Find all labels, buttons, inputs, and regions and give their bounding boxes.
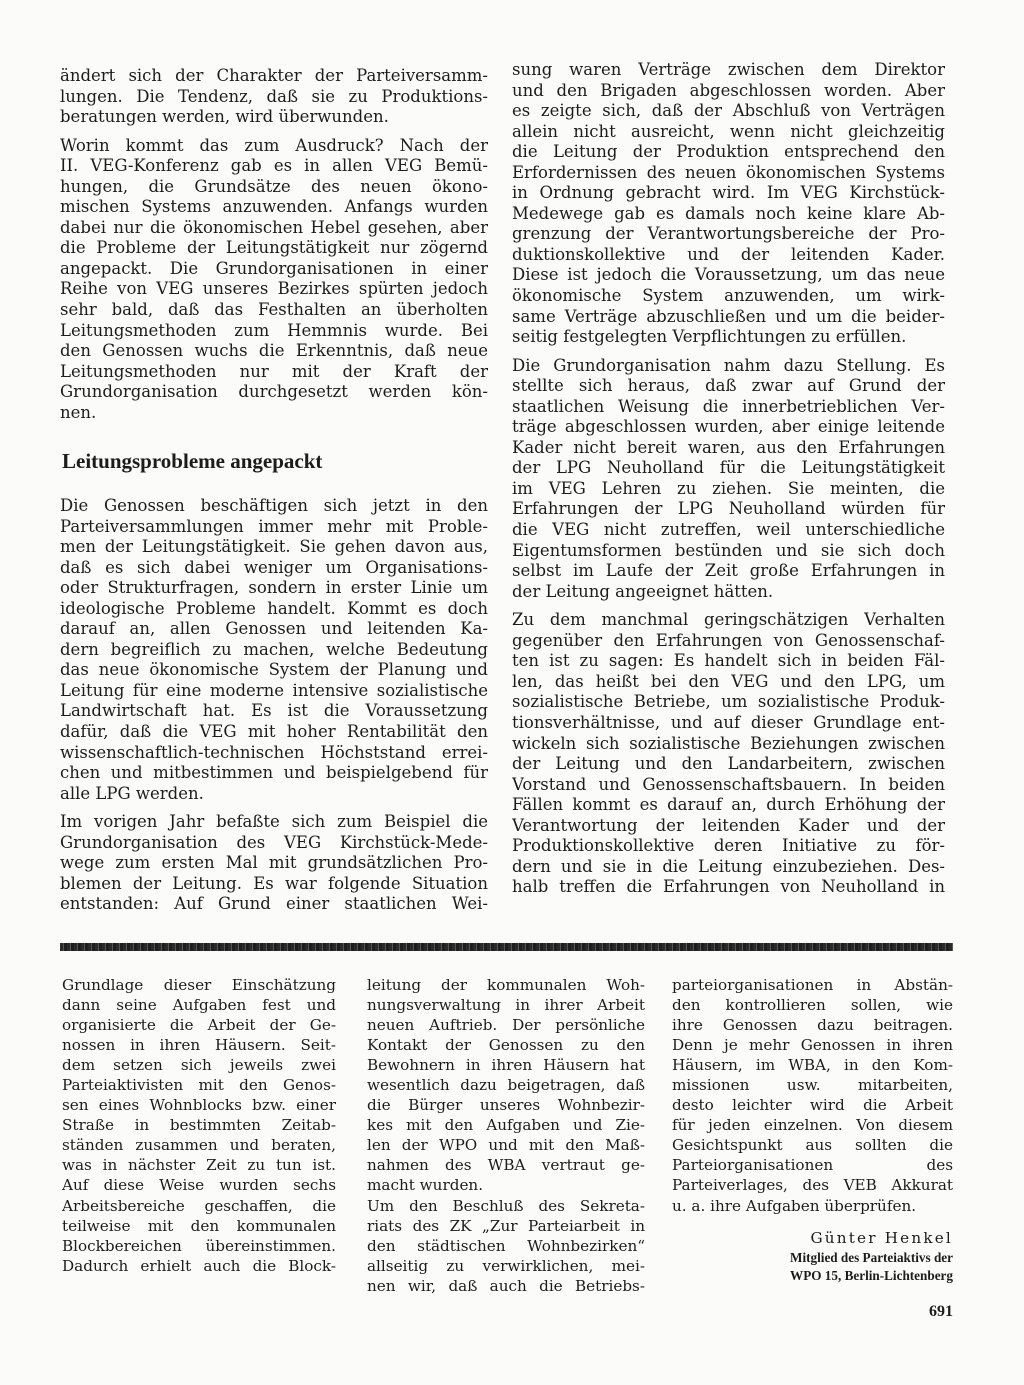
text-line: Zu dem manchmal geringschätzigen Verhalten (512, 610, 945, 630)
text-line: Blockbereichen übereinstimmen. (62, 1236, 336, 1255)
text-line: nungsverwaltung in ihrer Arbeit (367, 996, 645, 1015)
text-line: sozialistische Betriebe, um sozialistische Produk- (512, 692, 945, 712)
text-line: Diese ist jedoch die Voraussetzung, um das neue (512, 265, 945, 285)
text-line: ten ist zu sagen: Es handelt sich in beiden Fäl- (512, 651, 945, 671)
text-line: für jeden einzelnen. Von diesem (672, 1116, 953, 1135)
text-line: Die Genossen beschäftigen sich jetzt in den (60, 496, 488, 515)
text-line: der Leitung und den Landarbeitern, zwischen (512, 754, 945, 774)
left-column-lower (60, 496, 488, 915)
text-line: Arbeitsbereiche geschaffen, die (62, 1196, 336, 1215)
paragraph (367, 1196, 645, 1296)
paragraph (60, 66, 488, 128)
text-line: der LPG Neuholland für die Leitungstätigkeit (512, 458, 945, 478)
text-line: nen. (60, 402, 97, 422)
text-line: dann seine Aufgaben fest und (62, 996, 336, 1015)
text-line: Grundorganisation durchgesetzt werden kön- (60, 382, 488, 402)
text-line: der Leitung angeeignet hätten. (512, 581, 774, 601)
text-line: die Leitung der Produktion entsprechend den (512, 142, 945, 162)
bottom-column-1 (62, 975, 336, 1276)
text-line: Reihe von VEG unseres Bezirkes spürten jedoch (60, 279, 488, 299)
paragraph (512, 356, 945, 603)
text-line: len, das heißt bei den VEG und den LPG, um (512, 671, 945, 691)
text-line: missionen usw. mitarbeiten, (672, 1076, 953, 1095)
text-line: blemen der Leitung. Es war folgende Situation (60, 873, 488, 893)
text-line: chen und mitbestimmen und beispielgebend für (60, 763, 488, 783)
text-line: organisierte die Arbeit der Ge- (62, 1016, 336, 1035)
text-line: stellte sich heraus, daß zwar auf Grund der (512, 376, 945, 396)
text-line: angepackt. Die Grundorganisationen in einer (60, 258, 488, 278)
text-line: Bewohnern in ihren Häusern hat (367, 1056, 645, 1075)
text-line: Um den Beschluß des Sekreta- (367, 1196, 645, 1215)
page-number: 691 (929, 1303, 953, 1320)
paragraph (60, 496, 488, 804)
text-line: macht wurden. (367, 1176, 484, 1195)
text-line: Leitung für eine moderne intensive sozialistische (60, 680, 488, 700)
text-line: Verantwortung der leitenden Kader und der (512, 815, 945, 835)
text-line: Parteiaktivisten mit den Genos- (62, 1076, 336, 1095)
paragraph (672, 975, 953, 1216)
left-column-top (60, 66, 488, 423)
text-line: II. VEG-Konferenz gab es in allen VEG Bemü- (60, 156, 488, 176)
text-line: duktionskollektive und der leitenden Kader. (512, 244, 945, 264)
author-affiliation-line-2: WPO 15, Berlin-Lichtenberg (790, 1268, 953, 1283)
text-line: kes mit den Aufgaben und Zie- (367, 1116, 645, 1135)
text-line: Erfordernissen des neuen ökonomischen Systems (512, 162, 945, 182)
text-line: sung waren Verträge zwischen dem Direktor (512, 60, 945, 79)
text-line: wickeln sich sozialistische Beziehungen zwischen (512, 733, 945, 753)
text-line: alle LPG werden. (60, 783, 204, 803)
paragraph (60, 812, 488, 915)
paragraph (60, 136, 488, 424)
text-line: dafür, daß die VEG mit hoher Rentabilität den (60, 722, 488, 742)
bottom-column-3 (672, 975, 953, 1216)
text-line: men der Leitungstätigkeit. Sie gehen davon aus, (60, 537, 488, 557)
text-line: wege zum ersten Mal mit grundsätzlichen Pro- (60, 853, 488, 873)
text-line: Erfahrungen der LPG Neuholland würden für (512, 499, 945, 519)
text-line: den kontrollieren sollen, wie (672, 996, 953, 1015)
text-line: teilweise mit den kommunalen (62, 1216, 336, 1235)
text-line: Auf diese Weise wurden sechs (62, 1176, 336, 1195)
text-line: dabei nur die ökonomischen Hebel gesehen, aber (60, 217, 488, 237)
text-line: nahmen des WBA vertraut ge- (367, 1156, 645, 1175)
text-line: selbst im Laufe der Zeit große Erfahrungen in (512, 561, 945, 581)
text-line: Gesichtspunkt aus sollten die (672, 1136, 953, 1155)
text-line: staatlichen Weisung die innerbetrieblichen Ver- (512, 396, 945, 416)
text-line: desto leichter wird die Arbeit (672, 1096, 953, 1115)
text-line: und den Brigaden abgeschlossen worden. Aber (512, 80, 945, 100)
text-line: Parteiverlages, des VEB Akkurat (672, 1176, 953, 1195)
text-line: nen wir, daß auch die Betriebs- (367, 1276, 645, 1295)
paragraph (512, 60, 945, 348)
text-line: len der WPO und mit den Maß- (367, 1136, 645, 1155)
text-line: Grundorganisation des VEG Kirchstück-Mede- (60, 832, 488, 852)
text-line: parteiorganisationen in Abstän- (672, 976, 953, 994)
text-line: ihre Genossen dazu beitragen. (672, 1016, 953, 1035)
text-line: darauf an, allen Genossen und leitenden Ka- (60, 619, 488, 639)
text-line: tionsverhältnisse, und auf dieser Grundlage ent- (512, 712, 945, 732)
text-line: die VEG nicht zutreffen, weil unterschiedliche (512, 520, 945, 540)
text-line: allein nicht ausreicht, wenn nicht gleichzeitig (512, 121, 945, 141)
text-line: ökonomische System anzuwenden, um wirk- (512, 286, 945, 306)
text-line: hungen, die Grundsätze des neuen ökono- (60, 176, 488, 196)
text-line: ständen zusammen und beraten, (62, 1136, 336, 1155)
text-line: im VEG Lehren zu ziehen. Sie meinten, die (512, 478, 945, 498)
text-line: in Ordnung gebracht wird. Im VEG Kirchstück- (512, 183, 945, 203)
text-line: Landwirtschaft hat. Es ist die Voraussetzung (60, 701, 488, 721)
text-line: Leitungsmethoden zum Hemmnis wurde. Bei (60, 320, 488, 340)
text-line: Denn je mehr Genossen in ihren (672, 1036, 953, 1055)
text-line: Vorstand und Genossenschaftsbauern. In beiden (512, 774, 945, 794)
paragraph (512, 610, 945, 898)
text-line: Fällen kommt es darauf an, durch Erhöhung der (512, 795, 945, 815)
text-line: Die Grundorganisation nahm dazu Stellung. Es (512, 355, 945, 375)
text-line: Parteiorganisationen des (672, 1156, 953, 1175)
text-line: halb treffen die Erfahrungen von Neuholland in (512, 877, 945, 897)
text-line: u. a. ihre Aufgaben überprüfen. (672, 1196, 917, 1215)
text-line: Kader nicht bereit waren, aus den Erfahrungen (512, 437, 945, 457)
text-line: oder Strukturfragen, sondern in erster Linie um (60, 578, 488, 598)
author-affiliation-line-1: Mitglied des Parteiaktivs der (790, 1250, 953, 1265)
text-line: neuen Auftrieb. Der persönliche (367, 1016, 645, 1035)
text-line: entstanden: Auf Grund einer staatlichen Wei- (60, 894, 488, 914)
text-line: was in nächster Zeit zu tun ist. (62, 1156, 336, 1175)
text-line: es zeigte sich, daß der Abschluß von Verträgen (512, 101, 945, 121)
text-line: wesentlich dazu beigetragen, daß (367, 1076, 645, 1095)
text-line: ideologische Probleme handelt. Kommt es doch (60, 598, 488, 618)
author-name: Günter Henkel (810, 1229, 953, 1247)
text-line: Medewege gab es damals noch keine klare Ab- (512, 203, 945, 223)
text-line: leitung der kommunalen Woh- (367, 976, 645, 994)
text-line: träge abgeschlossen wurden, aber einige leitende (512, 417, 945, 437)
text-line: riats des ZK „Zur Parteiarbeit in (367, 1216, 645, 1235)
text-line: sen eines Wohnblocks bzw. einer (62, 1096, 336, 1115)
bottom-column-2 (367, 975, 645, 1296)
text-line: Parteiversammlungen immer mehr mit Proble- (60, 516, 488, 536)
text-line: Kontakt der Genossen zu den (367, 1036, 645, 1055)
text-line: dem setzen sich jeweils zwei (62, 1056, 336, 1075)
text-line: sehr bald, daß das Festhalten an überholten (60, 300, 488, 320)
text-line: ändert sich der Charakter der Parteiversamm- (60, 66, 488, 85)
text-line: Straße in bestimmten Zeitab- (62, 1116, 336, 1135)
text-line: Dadurch erhielt auch die Block- (62, 1256, 336, 1275)
text-line: Im vorigen Jahr befaßte sich zum Beispiel die (60, 812, 488, 832)
text-line: beratungen werden, wird überwunden. (60, 107, 389, 127)
text-line: die Bürger unseres Wohnbezir- (367, 1096, 645, 1115)
text-line: Leitungsmethoden nur mit der Kraft der (60, 361, 488, 381)
text-line: mischen Systems anzuwenden. Anfangs wurden (60, 197, 488, 217)
text-line: Grundlage dieser Einschätzung (62, 976, 336, 994)
section-divider-rule (60, 943, 953, 951)
text-line: daß es sich dabei weniger um Organisations- (60, 557, 488, 577)
right-column-top (512, 60, 945, 898)
text-line: grenzung der Verantwortungsbereiche der Pro- (512, 224, 945, 244)
text-line: den Genossen wuchs die Erkenntnis, daß neue (60, 341, 488, 361)
text-line: seitig festgelegten Verpflichtungen zu erfüllen. (512, 327, 907, 347)
text-line: Häusern, im WBA, in den Kom- (672, 1056, 953, 1075)
text-line: allseitig zu verwirklichen, mei- (367, 1256, 645, 1275)
paragraph (62, 975, 336, 1276)
text-line: wissenschaftlich-technischen Höchststand errei- (60, 742, 488, 762)
section-heading: Leitungsprobleme angepackt (62, 449, 323, 473)
text-line: die Probleme der Leitungstätigkeit nur zögernd (60, 238, 488, 258)
text-line: Worin kommt das zum Ausdruck? Nach der (60, 135, 488, 155)
text-line: dern begreiflich zu machen, welche Bedeutung (60, 639, 488, 659)
text-line: lungen. Die Tendenz, daß sie zu Produktions- (60, 86, 488, 106)
text-line: den städtischen Wohnbezirken“ (367, 1236, 645, 1255)
text-line: same Verträge abzuschließen und um die beider- (512, 306, 945, 326)
text-line: gegenüber den Erfahrungen von Genossenschaf- (512, 630, 945, 650)
text-line: Eigentumsformen bestünden und sie sich doch (512, 540, 945, 560)
text-line: dern und sie in die Leitung einzubeziehen. Des- (512, 856, 945, 876)
text-line: das neue ökonomische System der Planung und (60, 660, 488, 680)
paragraph (367, 975, 645, 1196)
text-line: Produktionskollektive deren Initiative zu för- (512, 836, 945, 856)
text-line: nossen in ihren Häusern. Seit- (62, 1036, 336, 1055)
